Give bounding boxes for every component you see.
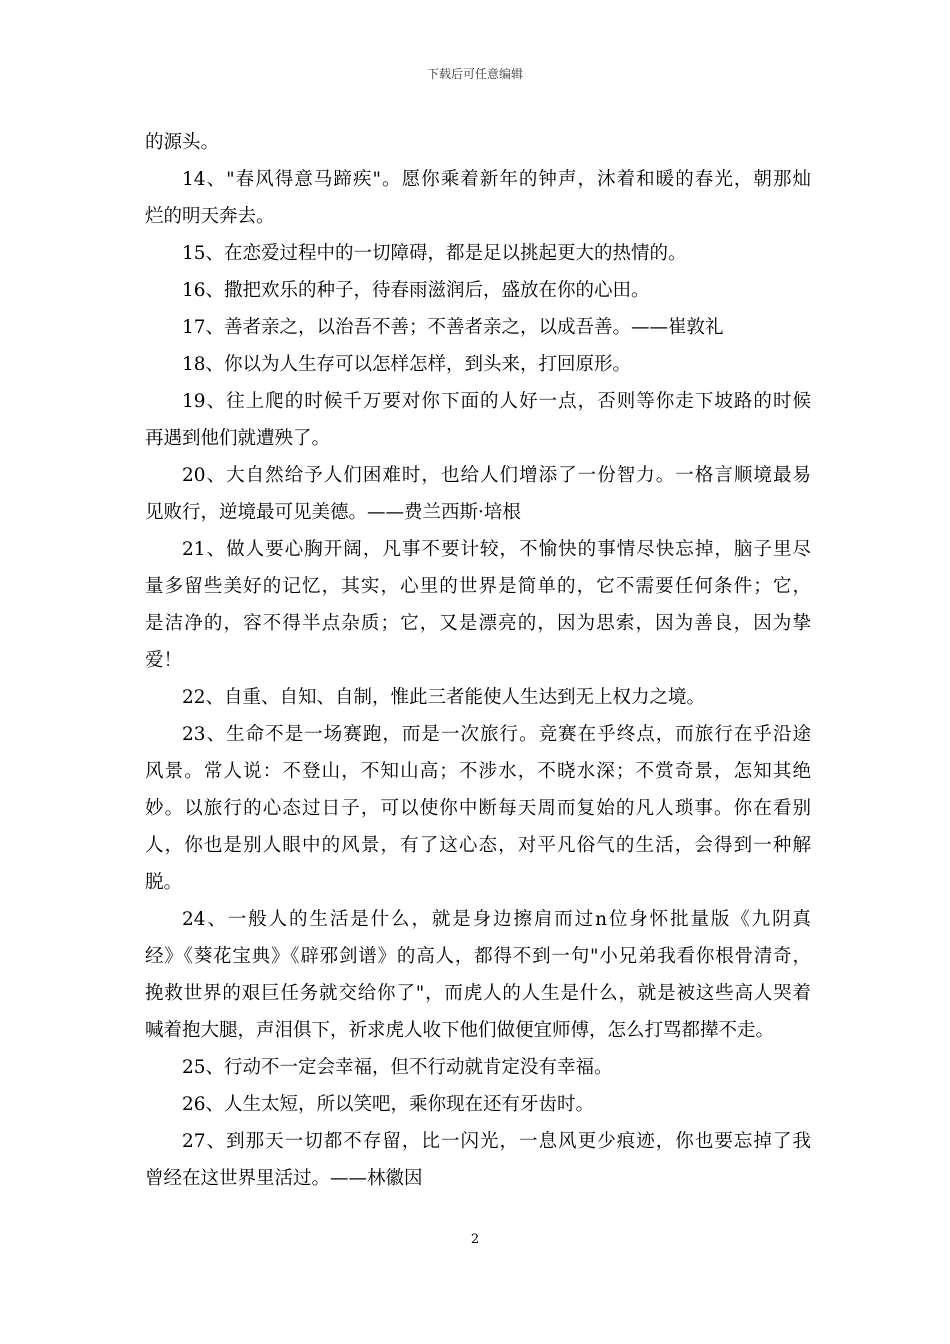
text-line: 烂的明天奔去。: [145, 206, 275, 227]
text-line: 风景。常人说：不登山，不知山高；不涉水，不晓水深；不赏奇景，怎知其绝: [145, 761, 811, 782]
text-line: 曾经在这世界里活过。——林徽因: [145, 1168, 423, 1189]
text-line: 14、"春风得意马蹄疾"。愿你乘着新年的钟声，沐着和暖的春光，朝那灿: [182, 169, 811, 190]
text-line: 的源头。: [145, 132, 220, 153]
text-line: 爱！: [145, 650, 183, 671]
text-line: 22、自重、自知、自制，惟此三者能使人生达到无上权力之境。: [182, 687, 706, 708]
text-line: 挽救世界的艰巨任务就交给你了"，而虎人的人生是什么，就是被这些高人哭着: [145, 983, 811, 1004]
text-line: 18、你以为人生存可以怎样怎样，到头来，打回原形。: [182, 354, 632, 375]
text-line: 人，你也是别人眼中的风景，有了这心态，对平凡俗气的生活，会得到一种解: [145, 835, 811, 856]
text-line: 妙。以旅行的心态过日子，可以使你中断每天周而复始的凡人琐事。你在看别: [145, 798, 811, 819]
text-line: 27、到那天一切都不存留，比一闪光，一息风更少痕迹，你也要忘掉了我: [182, 1131, 811, 1152]
text-line: 21、做人要心胸开阔，凡事不要计较，不愉快的事情尽快忘掉，脑子里尽: [182, 539, 811, 560]
text-line: 15、在恋爱过程中的一切障碍，都是足以挑起更大的热情的。: [182, 243, 687, 264]
text-line: 喊着抱大腿，声泪俱下，祈求虎人收下他们做便宜师傅，怎么打骂都撵不走。: [145, 1020, 775, 1041]
text-line: 再遇到他们就遭殃了。: [145, 428, 331, 449]
text-line: 25、行动不一定会幸福，但不行动就肯定没有幸福。: [182, 1057, 613, 1078]
text-line: 16、撒把欢乐的种子，待春雨滋润后，盛放在你的心田。: [182, 280, 650, 301]
text-line: 23、生命不是一场赛跑，而是一次旅行。竞赛在乎终点，而旅行在乎沿途: [182, 724, 811, 745]
text-line: 17、善者亲之，以治吾不善；不善者亲之，以成吾善。——崔敦礼: [182, 317, 724, 338]
document-body: [145, 124, 811, 1197]
text-line: 见败行，逆境最可见美德。——费兰西斯·培根: [145, 502, 521, 523]
text-line: 19、往上爬的时候千万要对你下面的人好一点，否则等你走下坡路的时候: [182, 391, 811, 412]
text-line: 26、人生太短，所以笑吧，乘你现在还有牙齿时。: [182, 1094, 595, 1115]
text-line: 20、大自然给予人们困难时，也给人们增添了一份智力。一格言顺境最易: [182, 465, 811, 486]
text-line: 量多留些美好的记忆，其实，心里的世界是简单的，它不需要任何条件；它，: [145, 576, 811, 597]
text-line: 经》《葵花宝典》《辟邪剑谱》的高人，都得不到一句"小兄弟我看你根骨清奇，: [145, 946, 811, 967]
page-number: 2: [470, 1232, 480, 1247]
text-line: 是洁净的，容不得半点杂质；它，又是漂亮的，因为思索，因为善良，因为挚: [145, 613, 811, 634]
text-line: 脱。: [145, 872, 183, 893]
page-header: 下载后可任意编辑: [426, 67, 523, 81]
text-line: 24、一般人的生活是什么，就是身边擦肩而过n位身怀批量版《九阴真: [182, 909, 811, 930]
